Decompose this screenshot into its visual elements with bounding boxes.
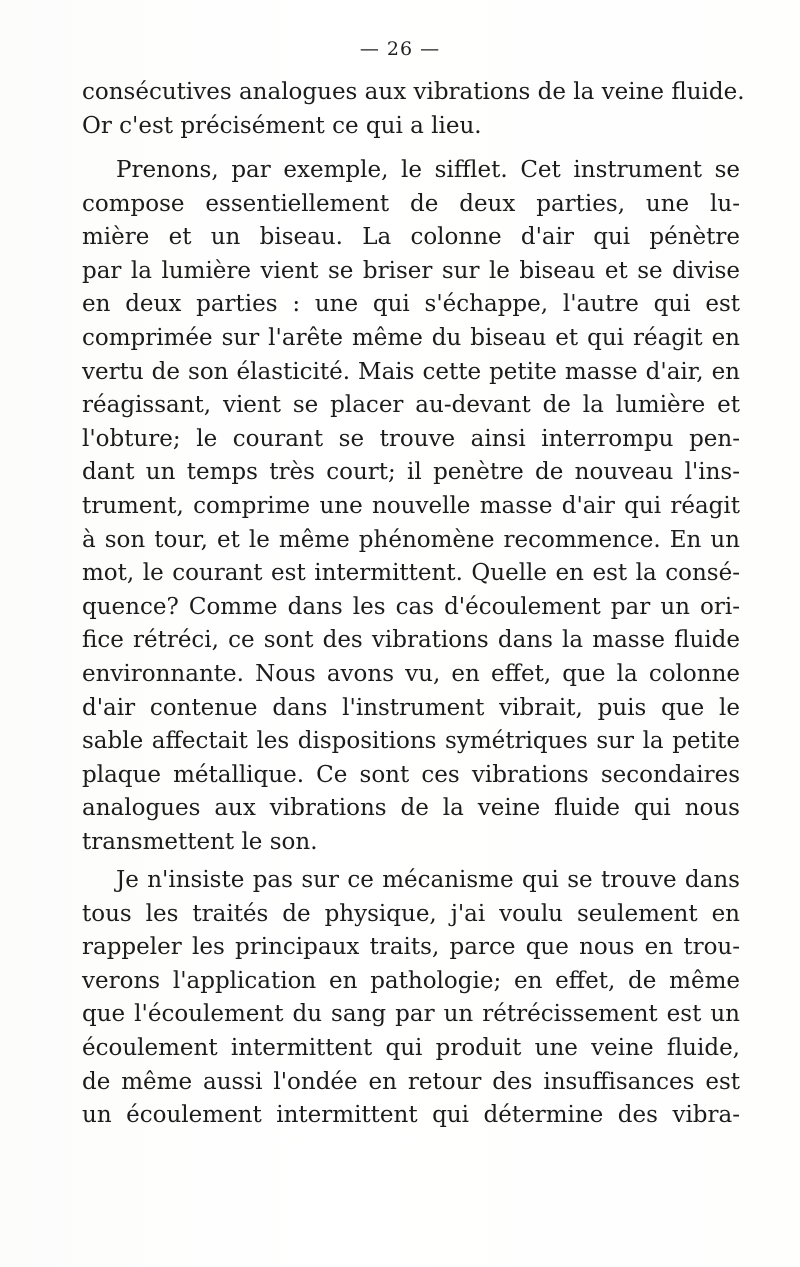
text-line: que l'écoulement du sang par un rétrécissement est un — [82, 1001, 740, 1028]
text-line: vertu de son élasticité. Mais cette petite masse d'air, en — [82, 358, 740, 385]
text-line: Prenons, par exemple, le sifflet. Cet instrument se — [116, 157, 740, 183]
text-line: Je n'insiste pas sur ce mécanisme qui se trouve dans — [116, 867, 740, 893]
text-line: dant un temps très court; il penètre de nouveau l'ins- — [82, 459, 740, 486]
text-line: l'obture; le courant se trouve ainsi interrompu pen- — [82, 425, 740, 452]
text-line: environnante. Nous avons vu, en effet, que la colonne — [82, 660, 740, 687]
text-line: compose essentiellement de deux parties, une lu- — [82, 190, 740, 217]
page-number: — 26 — — [359, 38, 441, 60]
text-line: sable affectait les dispositions symétriques sur la petite — [82, 728, 740, 755]
text-line: fice rétréci, ce sont des vibrations dans la masse fluide — [82, 627, 740, 654]
text-line: mot, le courant est intermittent. Quelle en est la consé- — [82, 560, 740, 587]
text-line: consécutives analogues aux vibrations de la veine fluide. — [82, 79, 745, 105]
text-line: rappeler les principaux traits, parce que nous en trou- — [82, 934, 740, 961]
text-line: à son tour, et le même phénomène recommence. En un — [82, 526, 740, 553]
paragraph-mecanisme — [82, 864, 740, 1133]
text-line: par la lumière vient se briser sur le biseau et se divise — [82, 257, 740, 284]
text-line: réagissant, vient se placer au-devant de la lumière et — [82, 392, 740, 419]
text-line: un écoulement intermittent qui détermine des vibra- — [82, 1102, 740, 1129]
text-line: trument, comprime une nouvelle masse d'air qui réagit — [82, 492, 740, 519]
text-line: tous les traités de physique, j'ai voulu seulement en — [82, 900, 740, 927]
text-line: Or c'est précisément ce qui a lieu. — [82, 112, 482, 139]
paragraph-continuation — [82, 76, 745, 143]
paragraph-sifflet — [82, 154, 740, 859]
text-line: plaque métallique. Ce sont ces vibrations secondaires — [82, 761, 740, 788]
text-line: de même aussi l'ondée en retour des insuffisances est — [82, 1068, 740, 1095]
text-line: écoulement intermittent qui produit une veine fluide, — [82, 1034, 740, 1061]
text-line: mière et un biseau. La colonne d'air qui pénètre — [82, 224, 740, 251]
text-line: transmettent le son. — [82, 828, 318, 855]
text-line: comprimée sur l'arête même du biseau et qui réagit en — [82, 324, 740, 351]
text-line: verons l'application en pathologie; en effet, de même — [82, 967, 740, 994]
text-line: d'air contenue dans l'instrument vibrait, puis que le — [82, 694, 740, 721]
text-line: analogues aux vibrations de la veine fluide qui nous — [82, 795, 740, 822]
text-line: en deux parties : une qui s'échappe, l'autre qui est — [82, 291, 740, 318]
text-line: quence? Comme dans les cas d'écoulement par un ori- — [82, 593, 740, 620]
